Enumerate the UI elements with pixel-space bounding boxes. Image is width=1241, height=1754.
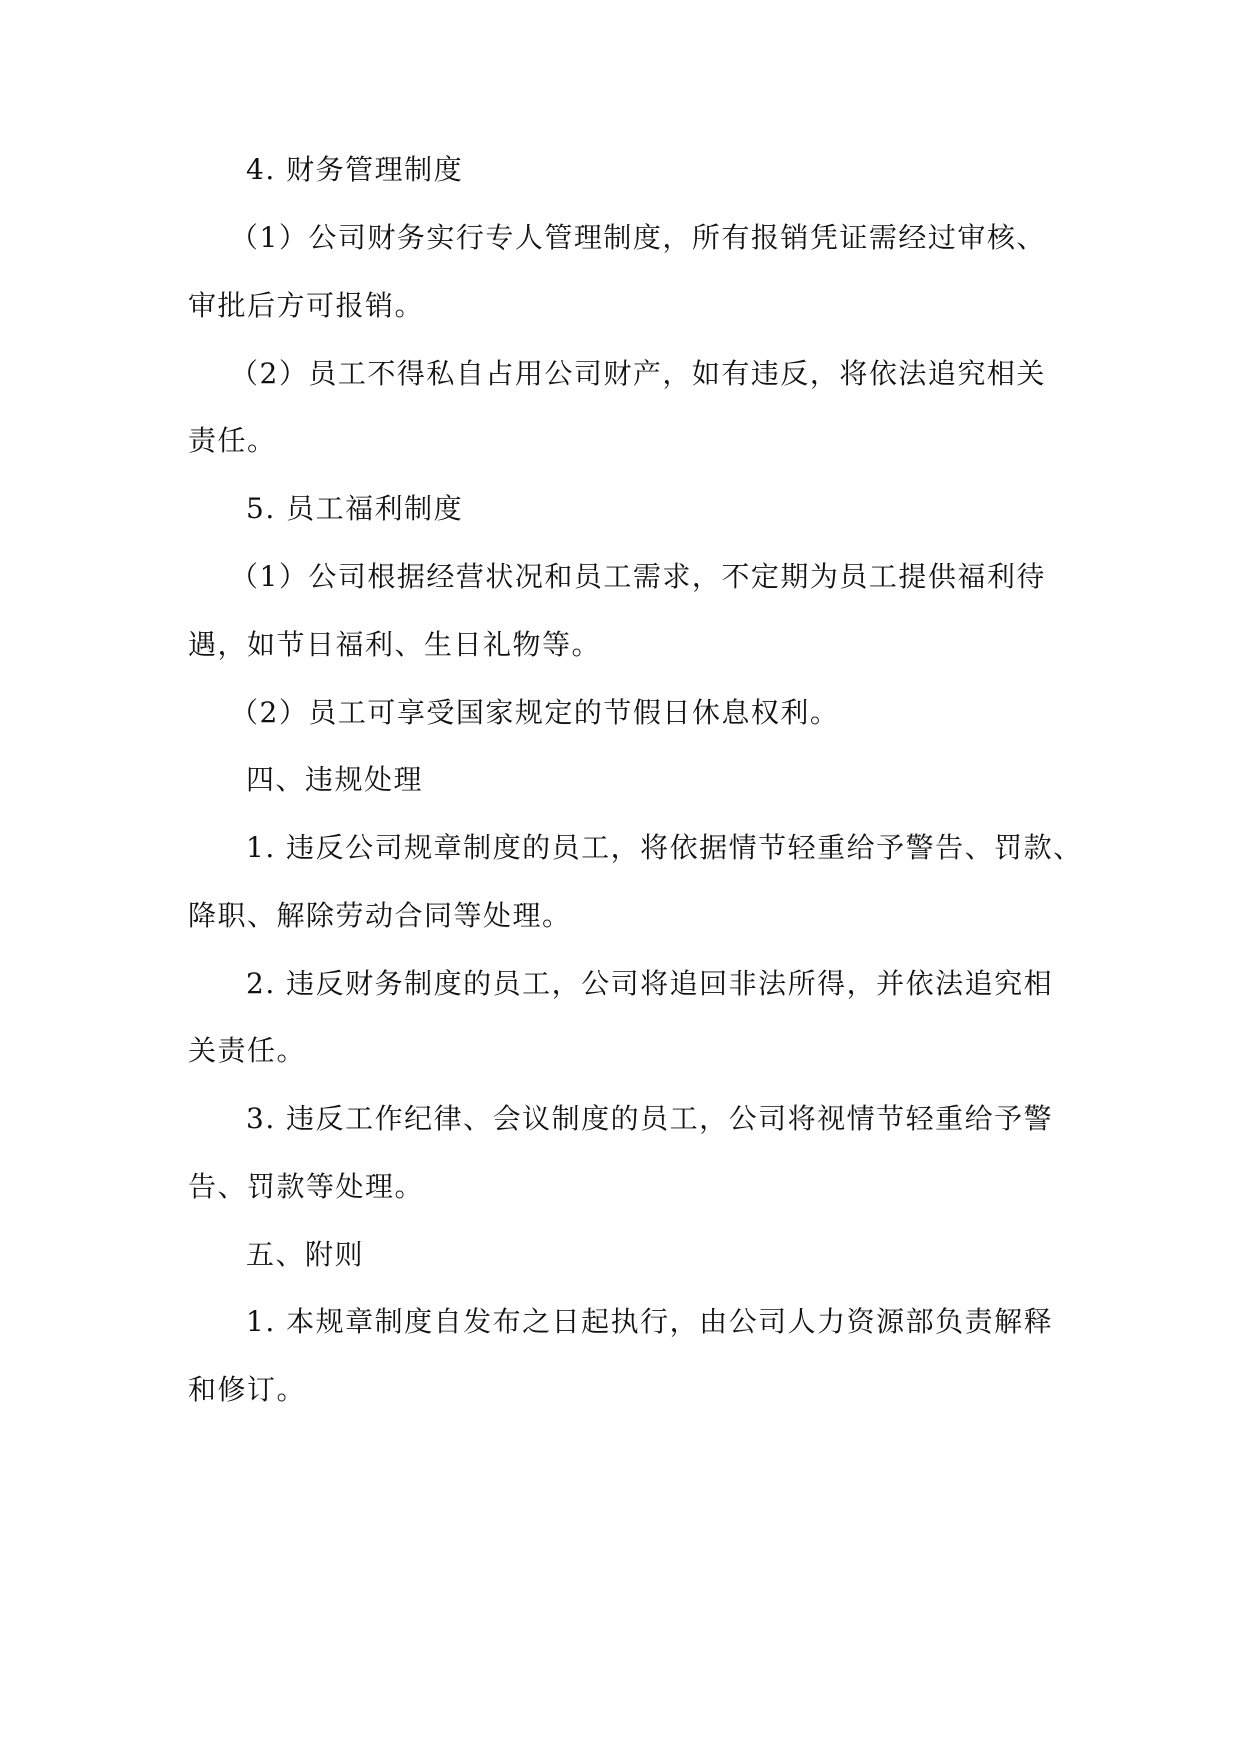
paragraph-line: （1）公司财务实行专人管理制度，所有报销凭证需经过审核、	[230, 221, 1046, 254]
paragraph-line: 和修订。	[188, 1373, 307, 1406]
paragraph-line: （2）员工可享受国家规定的节假日休息权利。	[230, 696, 840, 729]
paragraph-line: 降职、解除劳动合同等处理。	[188, 899, 572, 932]
chapter-heading-appendix: 五、附则	[246, 1238, 365, 1271]
paragraph-line: （1）公司根据经营状况和员工需求，不定期为员工提供福利待	[230, 560, 1046, 593]
section-heading-finance: 4. 财务管理制度	[246, 153, 464, 186]
paragraph-line: 1. 违反公司规章制度的员工，将依据情节轻重给予警告、罚款、	[246, 831, 1083, 864]
paragraph-line: 关责任。	[188, 1034, 307, 1067]
chapter-heading-violations: 四、违规处理	[246, 763, 424, 796]
paragraph-line: （2）员工不得私自占用公司财产，如有违反，将依法追究相关	[230, 357, 1046, 390]
section-heading-welfare: 5. 员工福利制度	[246, 492, 464, 525]
paragraph-line: 遇，如节日福利、生日礼物等。	[188, 628, 602, 661]
paragraph-line: 1. 本规章制度自发布之日起执行，由公司人力资源部负责解释	[246, 1305, 1054, 1338]
paragraph-line: 3. 违反工作纪律、会议制度的员工，公司将视情节轻重给予警	[246, 1102, 1054, 1135]
paragraph-line: 审批后方可报销。	[188, 289, 425, 322]
paragraph-line: 告、罚款等处理。	[188, 1170, 425, 1203]
paragraph-line: 责任。	[188, 424, 277, 457]
paragraph-line: 2. 违反财务制度的员工，公司将追回非法所得，并依法追究相	[246, 967, 1054, 1000]
